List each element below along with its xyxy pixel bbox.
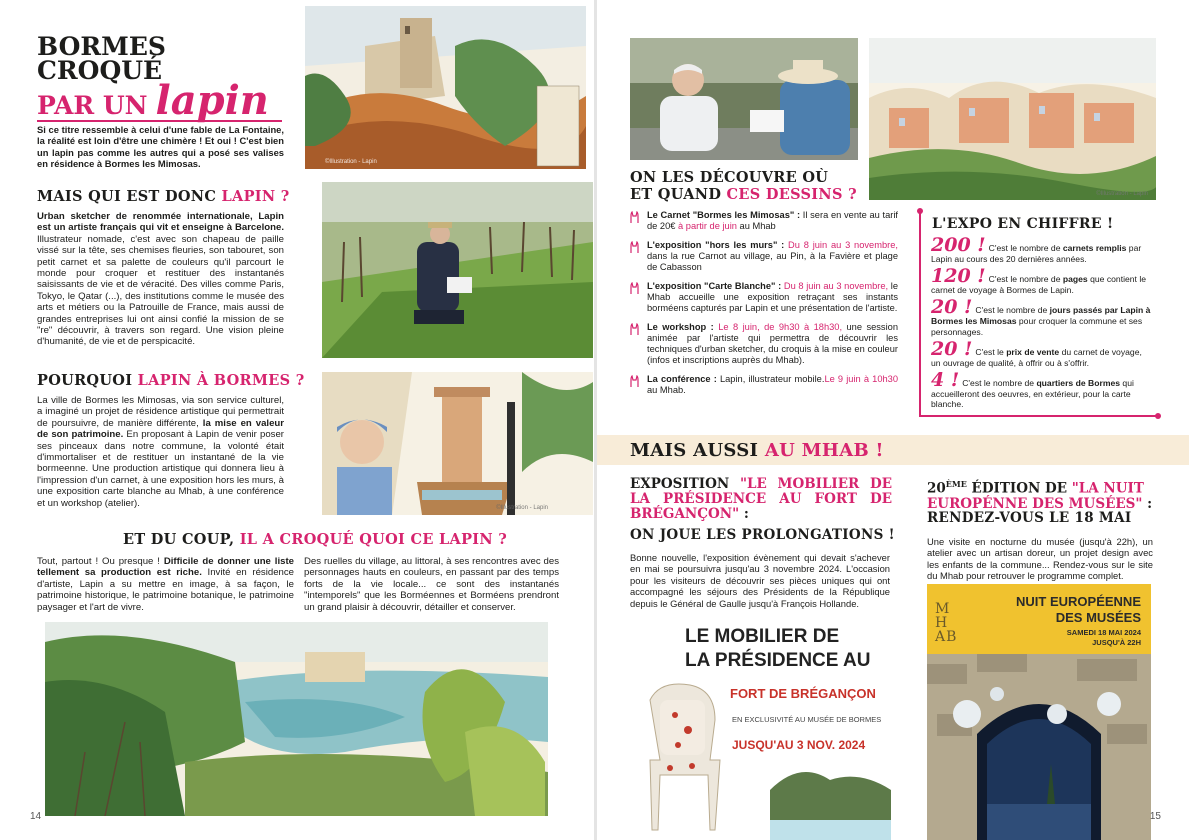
nuit-title-a: 20: [927, 480, 946, 497]
section-what-col1-a: Tout, partout ! Ou presque !: [37, 556, 164, 567]
left-page: [0, 0, 594, 840]
stats-title: L'EXPO EN CHIFFRE !: [932, 216, 1114, 232]
nuit-title-c: "LA NUIT EUROPÉNNE DES MUSÉES": [927, 480, 1144, 512]
discover-title-line2: [630, 186, 857, 203]
section-who-title: [37, 188, 290, 205]
rabbit-icon: [630, 282, 639, 295]
discover-item-text: une session animée par l'artiste qui permettra de découvrir les techniques d'urban sketcher, du croquis à la mise en couleur (infos et inscriptions auprès du Mhab).: [647, 322, 898, 365]
poster-mobilier-l5: JUSQU'AU 3 NOV. 2024: [732, 738, 866, 752]
discover-item-date-2: Le 9 juin à 10h30: [824, 374, 898, 384]
poster-mobilier-l4: EN EXCLUSIVITÉ AU MUSÉE DE BORMES: [732, 715, 882, 724]
discover-item: [630, 210, 898, 232]
discover-item-label: Le Carnet "Bormes les Mimosas" :: [647, 210, 801, 220]
rabbit-icon: [630, 211, 639, 224]
poster-nuit-l2: DES MUSÉES: [1055, 610, 1141, 625]
illustration-fountain: [322, 372, 593, 515]
page-number-right: 15: [1149, 811, 1161, 822]
discover-item: [630, 322, 898, 366]
stat-text-bold: carnets remplis: [1062, 243, 1127, 253]
poster-nuit-l4: JUSQU'À 22H: [1092, 638, 1141, 647]
stats-box: [919, 212, 1157, 417]
title-line-1: BORMES: [37, 32, 166, 61]
expo-title-c: :: [739, 506, 749, 522]
section-what-col1: [37, 556, 294, 613]
stat-item: [931, 371, 1153, 409]
expo-title-a: EXPOSITION: [630, 476, 740, 492]
rabbit-icon: [630, 323, 639, 336]
rabbit-icon: [630, 241, 639, 254]
section-what-col1-b: Invité en résidence d'artiste, Lapin a su mettre en image, à sa façon, le patrimoine historique, le patrimoine botanique, le patrimoine paysager et l'art de vivre.: [37, 567, 294, 613]
expo-text: Bonne nouvelle, l'exposition évènement qui devait s'achever en mai se poursuivra jusqu'au 3 novembre 2024. L'occasion pour les visiteurs de découvrir ses pièces uniques qui ont accompagné les séjours des Présidents de la République depuis le Général de Gaulle jusqu'à François Hollande.: [630, 552, 890, 609]
stat-text-a: C'est le nombre de: [975, 305, 1050, 316]
discover-title-b: ET QUAND: [630, 186, 727, 203]
poster-nuit-l1: NUIT EUROPÉENNE: [1016, 594, 1141, 609]
stats-dot-top: [917, 208, 923, 214]
discover-item: [630, 240, 898, 273]
stat-text-c: pour croquer la commune et ses personnages.: [931, 316, 1143, 337]
photo-interview: [630, 38, 858, 160]
poster-mobilier-l3: FORT DE BRÉGANÇON: [730, 686, 876, 701]
nuit-title-d: :: [1142, 495, 1153, 512]
illustration-castle: [305, 6, 586, 169]
stat-text-bold: jours passés par Lapin à Bormes les Mimosas: [931, 305, 1151, 327]
stat-number: 20 !: [931, 296, 973, 319]
discover-item-label: La conférence :: [647, 374, 717, 384]
section-who-body: Illustrateur nomade, c'est avec son chapeau de paille vissé sur la tête, ses chemises fleuries, son tabouret, son petit carnet et sa palette de couleurs qu'il parcourt le monde pour croquer et restituer des instantanés saisissants de vie et de véracité. Des villes comme Paris, Tokyo, le Qatar (...), des institutions comme le musée des arts et métiers ou la Patrouille de France, mais aussi de grandes entreprises lui ont ainsi confié la mission de se "re" découvrir, à travers son regard. Une vision pleine d'humanité, de vie et de perspicacité.: [37, 233, 284, 348]
expo-title: [630, 477, 892, 522]
poster-mobilier: [630, 620, 891, 840]
main-title: [37, 32, 307, 124]
stat-number: 4 !: [931, 369, 960, 392]
title-line-3-row: [37, 77, 307, 124]
discover-item-text: Il sera en vente au tarif de 20€: [647, 210, 899, 231]
discover-item-text-2: au Mhab.: [647, 385, 686, 395]
discover-item-date-2: à partir de juin: [678, 221, 737, 231]
poster-nuit: [927, 584, 1151, 840]
stats-list: [931, 236, 1153, 412]
section-why-text: [37, 395, 284, 509]
stat-text-bold: prix de vente: [1006, 346, 1060, 357]
nuit-text: Une visite en nocturne du musée (jusqu'à 22h), un atelier avec un artisan doreur, un projet design avec les enfants de la commune... Rendez-vous sur le site du Mhab pour retrouver le programme complet.: [927, 536, 1153, 582]
section-why-bold: la mise en valeur de son patrimoine.: [37, 417, 285, 441]
title-line-3: PAR UN: [37, 91, 148, 120]
poster-nuit-art: [927, 654, 1151, 840]
stat-number: 20 !: [931, 337, 973, 360]
stat-number: 120 !: [931, 265, 986, 288]
stat-number: 200 !: [931, 234, 986, 256]
discover-item-text: Lapin, illustrateur mobile.: [716, 374, 825, 384]
stat-text-bold: pages: [1062, 274, 1088, 285]
stat-item: [931, 298, 1153, 336]
stat-text-a: C'est le nombre de: [988, 274, 1063, 285]
illustration-village: [869, 38, 1156, 200]
poster-mobilier-l2: LA PRÉSIDENCE AU: [685, 650, 871, 671]
expo-title-b: "LE MOBILIER DE LA PRÉSIDENCE AU FORT DE BRÉGANÇON": [630, 476, 892, 522]
discover-item-text: le Mhab accueille une exposition retraçant ses instants borméens capturés par Lapin et une présentation de l'artiste.: [647, 281, 899, 313]
section-what-title-b: IL A CROQUÉ QUOI CE LAPIN ?: [239, 531, 508, 548]
section-what-col1-bold: Difficile de donner une liste tellement sa production est riche.: [37, 556, 294, 579]
section-who-text: [37, 211, 284, 348]
intro-text: Si ce titre ressemble à celui d'une fable de La Fontaine, la réalité est loin d'être une chimère ! Et oui ! C'est bien un lapin pas comme les autres qui a posé ses valises en résidence à Bormes les Mimosas.: [37, 124, 284, 170]
poster-nuit-l3: SAMEDI 18 MAI 2024: [1066, 628, 1141, 637]
nuit-title: [927, 477, 1155, 512]
discover-item: [630, 374, 898, 396]
stat-text-c: du carnet de voyage, un ouvrage de qualité, à offrir ou à s'offrir.: [931, 346, 1142, 368]
discover-title-a: ON LES DÉCOUVRE OÙ: [630, 169, 829, 186]
discover-title-c: CES DESSINS ?: [726, 186, 857, 203]
discover-item: [630, 281, 898, 314]
stat-text-a: C'est le: [975, 346, 1007, 357]
section-who-bold: Urban sketcher de renommée internationale, Lapin est un artiste français qui vit et enseigne à Barcelone.: [37, 211, 284, 234]
stats-dot-bottom: [1155, 413, 1161, 419]
section-who-title-a: MAIS QUI EST DONC: [37, 188, 222, 205]
section-what-col2: Des ruelles du village, au littoral, à ses rencontres avec des personnages hauts en couleurs, en passant par des temps forts de la vie locale... ce sont des instantanés "intemporels" que les Borméennes et Borméens prendront un grand plaisir à découvrir, détailler et conserver.: [304, 556, 559, 613]
section-why-title-a: POURQUOI: [37, 372, 138, 389]
discover-item-label: L'exposition "Carte Blanche" :: [647, 281, 782, 291]
stat-item: [931, 236, 1153, 264]
credit-castle: ©Illustration - Lapin: [325, 159, 377, 165]
discover-title: [630, 169, 857, 203]
credit-fountain: ©Illustration - Lapin: [496, 505, 548, 511]
section-what-title: [123, 531, 507, 548]
title-line-2: CROQUÉ: [37, 56, 163, 85]
section-why-title-b: LAPIN À BORMES ?: [137, 372, 305, 389]
aussi-title-a: MAIS AUSSI: [630, 440, 765, 461]
discover-item-text-2: au Mhab: [736, 221, 776, 231]
discover-item-label: L'exposition "hors les murs" :: [647, 240, 785, 250]
discover-list: [630, 210, 898, 404]
credit-village: ©Illustration - Lapin: [1096, 191, 1148, 197]
discover-item-label: Le workshop :: [647, 322, 714, 332]
discover-item-text: dans la rue Carnot au village, au Pin, à la Favière et plage de Cabasson: [647, 251, 898, 272]
stat-item: [931, 267, 1153, 295]
page-number-left: 14: [30, 811, 42, 822]
section-what-title-a: ET DU COUP,: [123, 531, 240, 548]
stat-text-a: C'est le nombre de: [988, 243, 1063, 253]
illustration-bay: [45, 622, 548, 816]
photo-vineyard-sketcher: [322, 182, 593, 358]
poster-nuit-logo: MHAB: [935, 601, 958, 645]
section-who-title-b: LAPIN ?: [221, 188, 290, 205]
section-why-body-a: La ville de Bormes les Mimosas, via son service culturel, a imaginé un projet de résidence artistique qui permettrait de poursuivre, de manière différente,: [37, 395, 284, 429]
rabbit-icon: [630, 375, 639, 388]
expo-subtitle: ON JOUE LES PROLONGATIONS !: [630, 527, 895, 543]
poster-mobilier-l1: LE MOBILIER DE: [685, 626, 840, 647]
section-why-title: [37, 372, 305, 389]
nuit-subtitle: RENDEZ-VOUS LE 18 MAI: [927, 510, 1132, 526]
title-script: lapin: [155, 77, 269, 124]
stat-text-c: qui accueilleront des oeuvres, en extérieur, pour la carte blanche.: [931, 378, 1134, 410]
aussi-title-b: AU MHAB !: [764, 440, 884, 461]
stat-text-bold: quartiers de Bormes: [1036, 378, 1121, 389]
discover-item-date: Le 8 juin, de 9h30 à 18h30,: [713, 322, 843, 332]
discover-item-date: Du 8 juin au 3 novembre,: [784, 240, 898, 250]
nuit-title-b: ÉDITION DE: [966, 480, 1072, 497]
aussi-title: [630, 440, 884, 461]
stat-item: [931, 337, 1153, 368]
stat-text-c: par Lapin au cours des 20 dernières années.: [931, 243, 1142, 264]
stat-text-c: que contient le carnet de voyage à Bormes de Lapin.: [931, 274, 1147, 296]
nuit-title-sup: ÈME: [945, 479, 967, 489]
stat-text-a: C'est le nombre de: [962, 378, 1037, 389]
poster-mobilier-art: [630, 680, 891, 840]
section-why-body-b: En proposant à Lapin de venir poser ses pinceaux dans notre commune, la volonté était d'immortaliser et de restituer un instantané de la vie bormeenne. Une production artistique qui donnera lieu à l'impression d'un carnet, à une exposition hors les murs, à une exposition carte blanche au Mhab, à une conférence et un workshop (atelier).: [37, 429, 284, 509]
discover-item-date: Du 8 juin au 3 novembre,: [781, 281, 889, 291]
right-page: [597, 0, 1189, 840]
